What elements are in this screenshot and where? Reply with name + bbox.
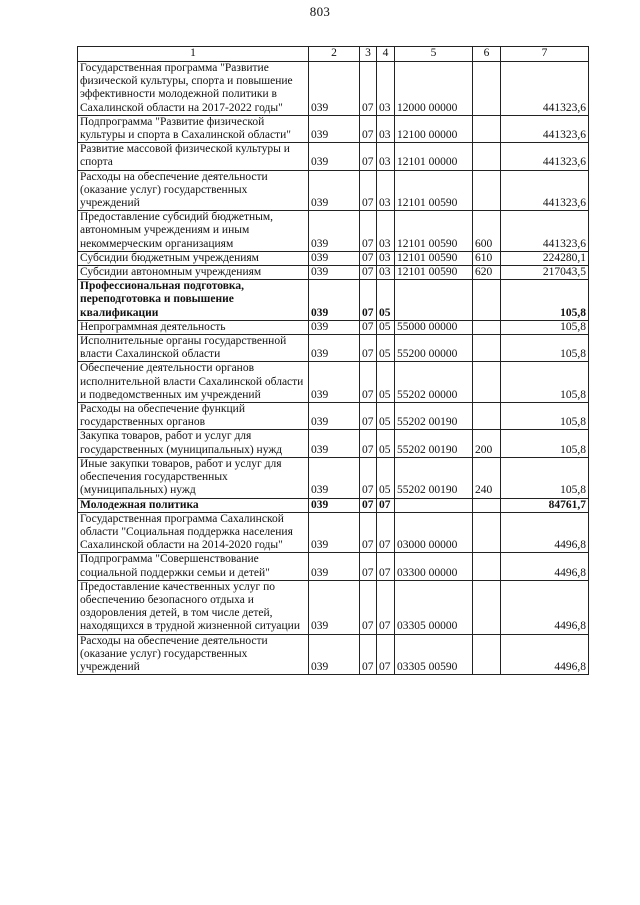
section-code-cell: 07	[360, 403, 377, 430]
section-code-cell: 07	[360, 634, 377, 675]
column-header: 3	[360, 47, 377, 62]
amount-cell: 4496,8	[501, 580, 589, 634]
section-code-cell: 07	[360, 580, 377, 634]
table-row	[78, 62, 589, 116]
row-name-cell: Государственная программа Сахалинской области "Социальная поддержка населения Сахалинской области на 2014-2020 годы"	[78, 512, 309, 553]
ministry-code-cell: 039	[309, 320, 360, 334]
table-row	[78, 634, 589, 675]
row-name-cell: Подпрограмма "Совершенствование социальной поддержки семьи и детей"	[78, 553, 309, 580]
table-row	[78, 266, 589, 280]
amount-cell: 441323,6	[501, 62, 589, 116]
amount-cell: 105,8	[501, 362, 589, 403]
table-row	[78, 457, 589, 498]
table-row	[78, 280, 589, 321]
row-name-cell: Иные закупки товаров, работ и услуг для обеспечения государственных (муниципальных) нужд	[78, 457, 309, 498]
expense-type-cell	[473, 362, 501, 403]
section-code-cell: 07	[360, 251, 377, 265]
table-row	[78, 115, 589, 142]
column-header: 4	[377, 47, 395, 62]
expense-type-cell	[473, 143, 501, 170]
amount-cell: 441323,6	[501, 211, 589, 252]
row-name-cell: Расходы на обеспечение деятельности (оказание услуг) государственных учреждений	[78, 170, 309, 211]
section-code-cell: 07	[360, 335, 377, 362]
amount-cell: 105,8	[501, 430, 589, 457]
target-article-cell: 55202 00000	[395, 362, 473, 403]
section-code-cell: 07	[360, 62, 377, 116]
target-article-cell: 12101 00590	[395, 251, 473, 265]
subsection-code-cell: 03	[377, 211, 395, 252]
target-article-cell: 55202 00190	[395, 457, 473, 498]
ministry-code-cell: 039	[309, 457, 360, 498]
section-code-cell: 07	[360, 280, 377, 321]
row-name-cell: Субсидии бюджетным учреждениям	[78, 251, 309, 265]
subsection-code-cell: 07	[377, 634, 395, 675]
row-name-cell: Расходы на обеспечение функций государственных органов	[78, 403, 309, 430]
section-code-cell: 07	[360, 115, 377, 142]
expense-type-cell: 240	[473, 457, 501, 498]
ministry-code-cell: 039	[309, 634, 360, 675]
expense-type-cell	[473, 498, 501, 512]
amount-cell: 84761,7	[501, 498, 589, 512]
table-row	[78, 498, 589, 512]
ministry-code-cell: 039	[309, 335, 360, 362]
section-code-cell: 07	[360, 498, 377, 512]
subsection-code-cell: 07	[377, 498, 395, 512]
row-name-cell: Субсидии автономным учреждениям	[78, 266, 309, 280]
row-name-cell: Развитие массовой физической культуры и спорта	[78, 143, 309, 170]
table-row	[78, 430, 589, 457]
subsection-code-cell: 05	[377, 362, 395, 403]
section-code-cell: 07	[360, 512, 377, 553]
section-code-cell: 07	[360, 320, 377, 334]
ministry-code-cell: 039	[309, 266, 360, 280]
amount-cell: 105,8	[501, 457, 589, 498]
subsection-code-cell: 05	[377, 280, 395, 321]
expense-type-cell: 600	[473, 211, 501, 252]
amount-cell: 105,8	[501, 320, 589, 334]
amount-cell: 105,8	[501, 403, 589, 430]
target-article-cell: 55202 00190	[395, 403, 473, 430]
expense-type-cell	[473, 512, 501, 553]
row-name-cell: Закупка товаров, работ и услуг для государственных (муниципальных) нужд	[78, 430, 309, 457]
expense-type-cell: 200	[473, 430, 501, 457]
target-article-cell: 12100 00000	[395, 115, 473, 142]
table-row	[78, 512, 589, 553]
amount-cell: 441323,6	[501, 115, 589, 142]
amount-cell: 4496,8	[501, 634, 589, 675]
subsection-code-cell: 03	[377, 62, 395, 116]
expense-type-cell	[473, 553, 501, 580]
target-article-cell	[395, 498, 473, 512]
section-code-cell: 07	[360, 143, 377, 170]
section-code-cell: 07	[360, 211, 377, 252]
row-name-cell: Подпрограмма "Развитие физической культуры и спорта в Сахалинской области"	[78, 115, 309, 142]
subsection-code-cell: 07	[377, 512, 395, 553]
ministry-code-cell: 039	[309, 498, 360, 512]
table-row	[78, 403, 589, 430]
expense-type-cell	[473, 634, 501, 675]
column-header: 6	[473, 47, 501, 62]
target-article-cell: 03300 00000	[395, 553, 473, 580]
amount-cell: 4496,8	[501, 553, 589, 580]
subsection-code-cell: 05	[377, 430, 395, 457]
table-row	[78, 362, 589, 403]
expense-type-cell	[473, 580, 501, 634]
amount-cell: 105,8	[501, 280, 589, 321]
table-row	[78, 251, 589, 265]
target-article-cell: 12000 00000	[395, 62, 473, 116]
subsection-code-cell: 03	[377, 115, 395, 142]
amount-cell: 441323,6	[501, 170, 589, 211]
ministry-code-cell: 039	[309, 62, 360, 116]
row-name-cell: Предоставление качественных услуг по обеспечению безопасного отдыха и оздоровления детей, в том числе детей, находящихся в трудной жизненной ситуации	[78, 580, 309, 634]
target-article-cell: 12101 00590	[395, 266, 473, 280]
table-row	[78, 170, 589, 211]
subsection-code-cell: 07	[377, 553, 395, 580]
column-header: 7	[501, 47, 589, 62]
target-article-cell: 55202 00190	[395, 430, 473, 457]
page-number: 803	[309, 4, 331, 19]
row-name-cell: Расходы на обеспечение деятельности (оказание услуг) государственных учреждений	[78, 634, 309, 675]
ministry-code-cell: 039	[309, 512, 360, 553]
target-article-cell: 12101 00000	[395, 143, 473, 170]
expense-type-cell	[473, 335, 501, 362]
target-article-cell: 03305 00590	[395, 634, 473, 675]
row-name-cell: Предоставление субсидий бюджетным, автономным учреждениям и иным некоммерческим организациям	[78, 211, 309, 252]
table-row	[78, 211, 589, 252]
ministry-code-cell: 039	[309, 553, 360, 580]
column-header: 2	[309, 47, 360, 62]
subsection-code-cell: 05	[377, 335, 395, 362]
expense-type-cell: 610	[473, 251, 501, 265]
ministry-code-cell: 039	[309, 430, 360, 457]
subsection-code-cell: 03	[377, 143, 395, 170]
header-row	[78, 47, 589, 62]
expense-type-cell	[473, 170, 501, 211]
expense-type-cell	[473, 280, 501, 321]
subsection-code-cell: 03	[377, 170, 395, 211]
table-row	[78, 553, 589, 580]
subsection-code-cell: 07	[377, 580, 395, 634]
amount-cell: 224280,1	[501, 251, 589, 265]
expense-type-cell	[473, 320, 501, 334]
ministry-code-cell: 039	[309, 280, 360, 321]
ministry-code-cell: 039	[309, 251, 360, 265]
table-row	[78, 320, 589, 334]
expense-type-cell	[473, 403, 501, 430]
amount-cell: 105,8	[501, 335, 589, 362]
ministry-code-cell: 039	[309, 403, 360, 430]
expense-type-cell: 620	[473, 266, 501, 280]
ministry-code-cell: 039	[309, 170, 360, 211]
target-article-cell: 12101 00590	[395, 211, 473, 252]
section-code-cell: 07	[360, 170, 377, 211]
subsection-code-cell: 05	[377, 320, 395, 334]
ministry-code-cell: 039	[309, 580, 360, 634]
ministry-code-cell: 039	[309, 115, 360, 142]
section-code-cell: 07	[360, 266, 377, 280]
ministry-code-cell: 039	[309, 143, 360, 170]
amount-cell: 441323,6	[501, 143, 589, 170]
target-article-cell: 12101 00590	[395, 170, 473, 211]
column-header: 1	[78, 47, 309, 62]
subsection-code-cell: 05	[377, 403, 395, 430]
target-article-cell: 55200 00000	[395, 335, 473, 362]
row-name-cell: Профессиональная подготовка, переподготовка и повышение квалификации	[78, 280, 309, 321]
table-row	[78, 580, 589, 634]
target-article-cell: 03305 00000	[395, 580, 473, 634]
budget-table	[77, 46, 589, 675]
section-code-cell: 07	[360, 430, 377, 457]
expense-type-cell	[473, 115, 501, 142]
table-row	[78, 335, 589, 362]
row-name-cell: Молодежная политика	[78, 498, 309, 512]
column-header: 5	[395, 47, 473, 62]
ministry-code-cell: 039	[309, 362, 360, 403]
subsection-code-cell: 03	[377, 251, 395, 265]
section-code-cell: 07	[360, 457, 377, 498]
row-name-cell: Исполнительные органы государственной власти Сахалинской области	[78, 335, 309, 362]
section-code-cell: 07	[360, 553, 377, 580]
target-article-cell: 55000 00000	[395, 320, 473, 334]
target-article-cell: 03000 00000	[395, 512, 473, 553]
section-code-cell: 07	[360, 362, 377, 403]
table-row	[78, 143, 589, 170]
row-name-cell: Государственная программа "Развитие физической культуры, спорта и повышение эффективности молодежной политики в Сахалинской области на 2017-2022 годы"	[78, 62, 309, 116]
amount-cell: 4496,8	[501, 512, 589, 553]
expense-type-cell	[473, 62, 501, 116]
target-article-cell	[395, 280, 473, 321]
ministry-code-cell: 039	[309, 211, 360, 252]
row-name-cell: Обеспечение деятельности органов исполнительной власти Сахалинской области и подведомственных им учреждений	[78, 362, 309, 403]
subsection-code-cell: 05	[377, 457, 395, 498]
subsection-code-cell: 03	[377, 266, 395, 280]
row-name-cell: Непрограммная деятельность	[78, 320, 309, 334]
amount-cell: 217043,5	[501, 266, 589, 280]
